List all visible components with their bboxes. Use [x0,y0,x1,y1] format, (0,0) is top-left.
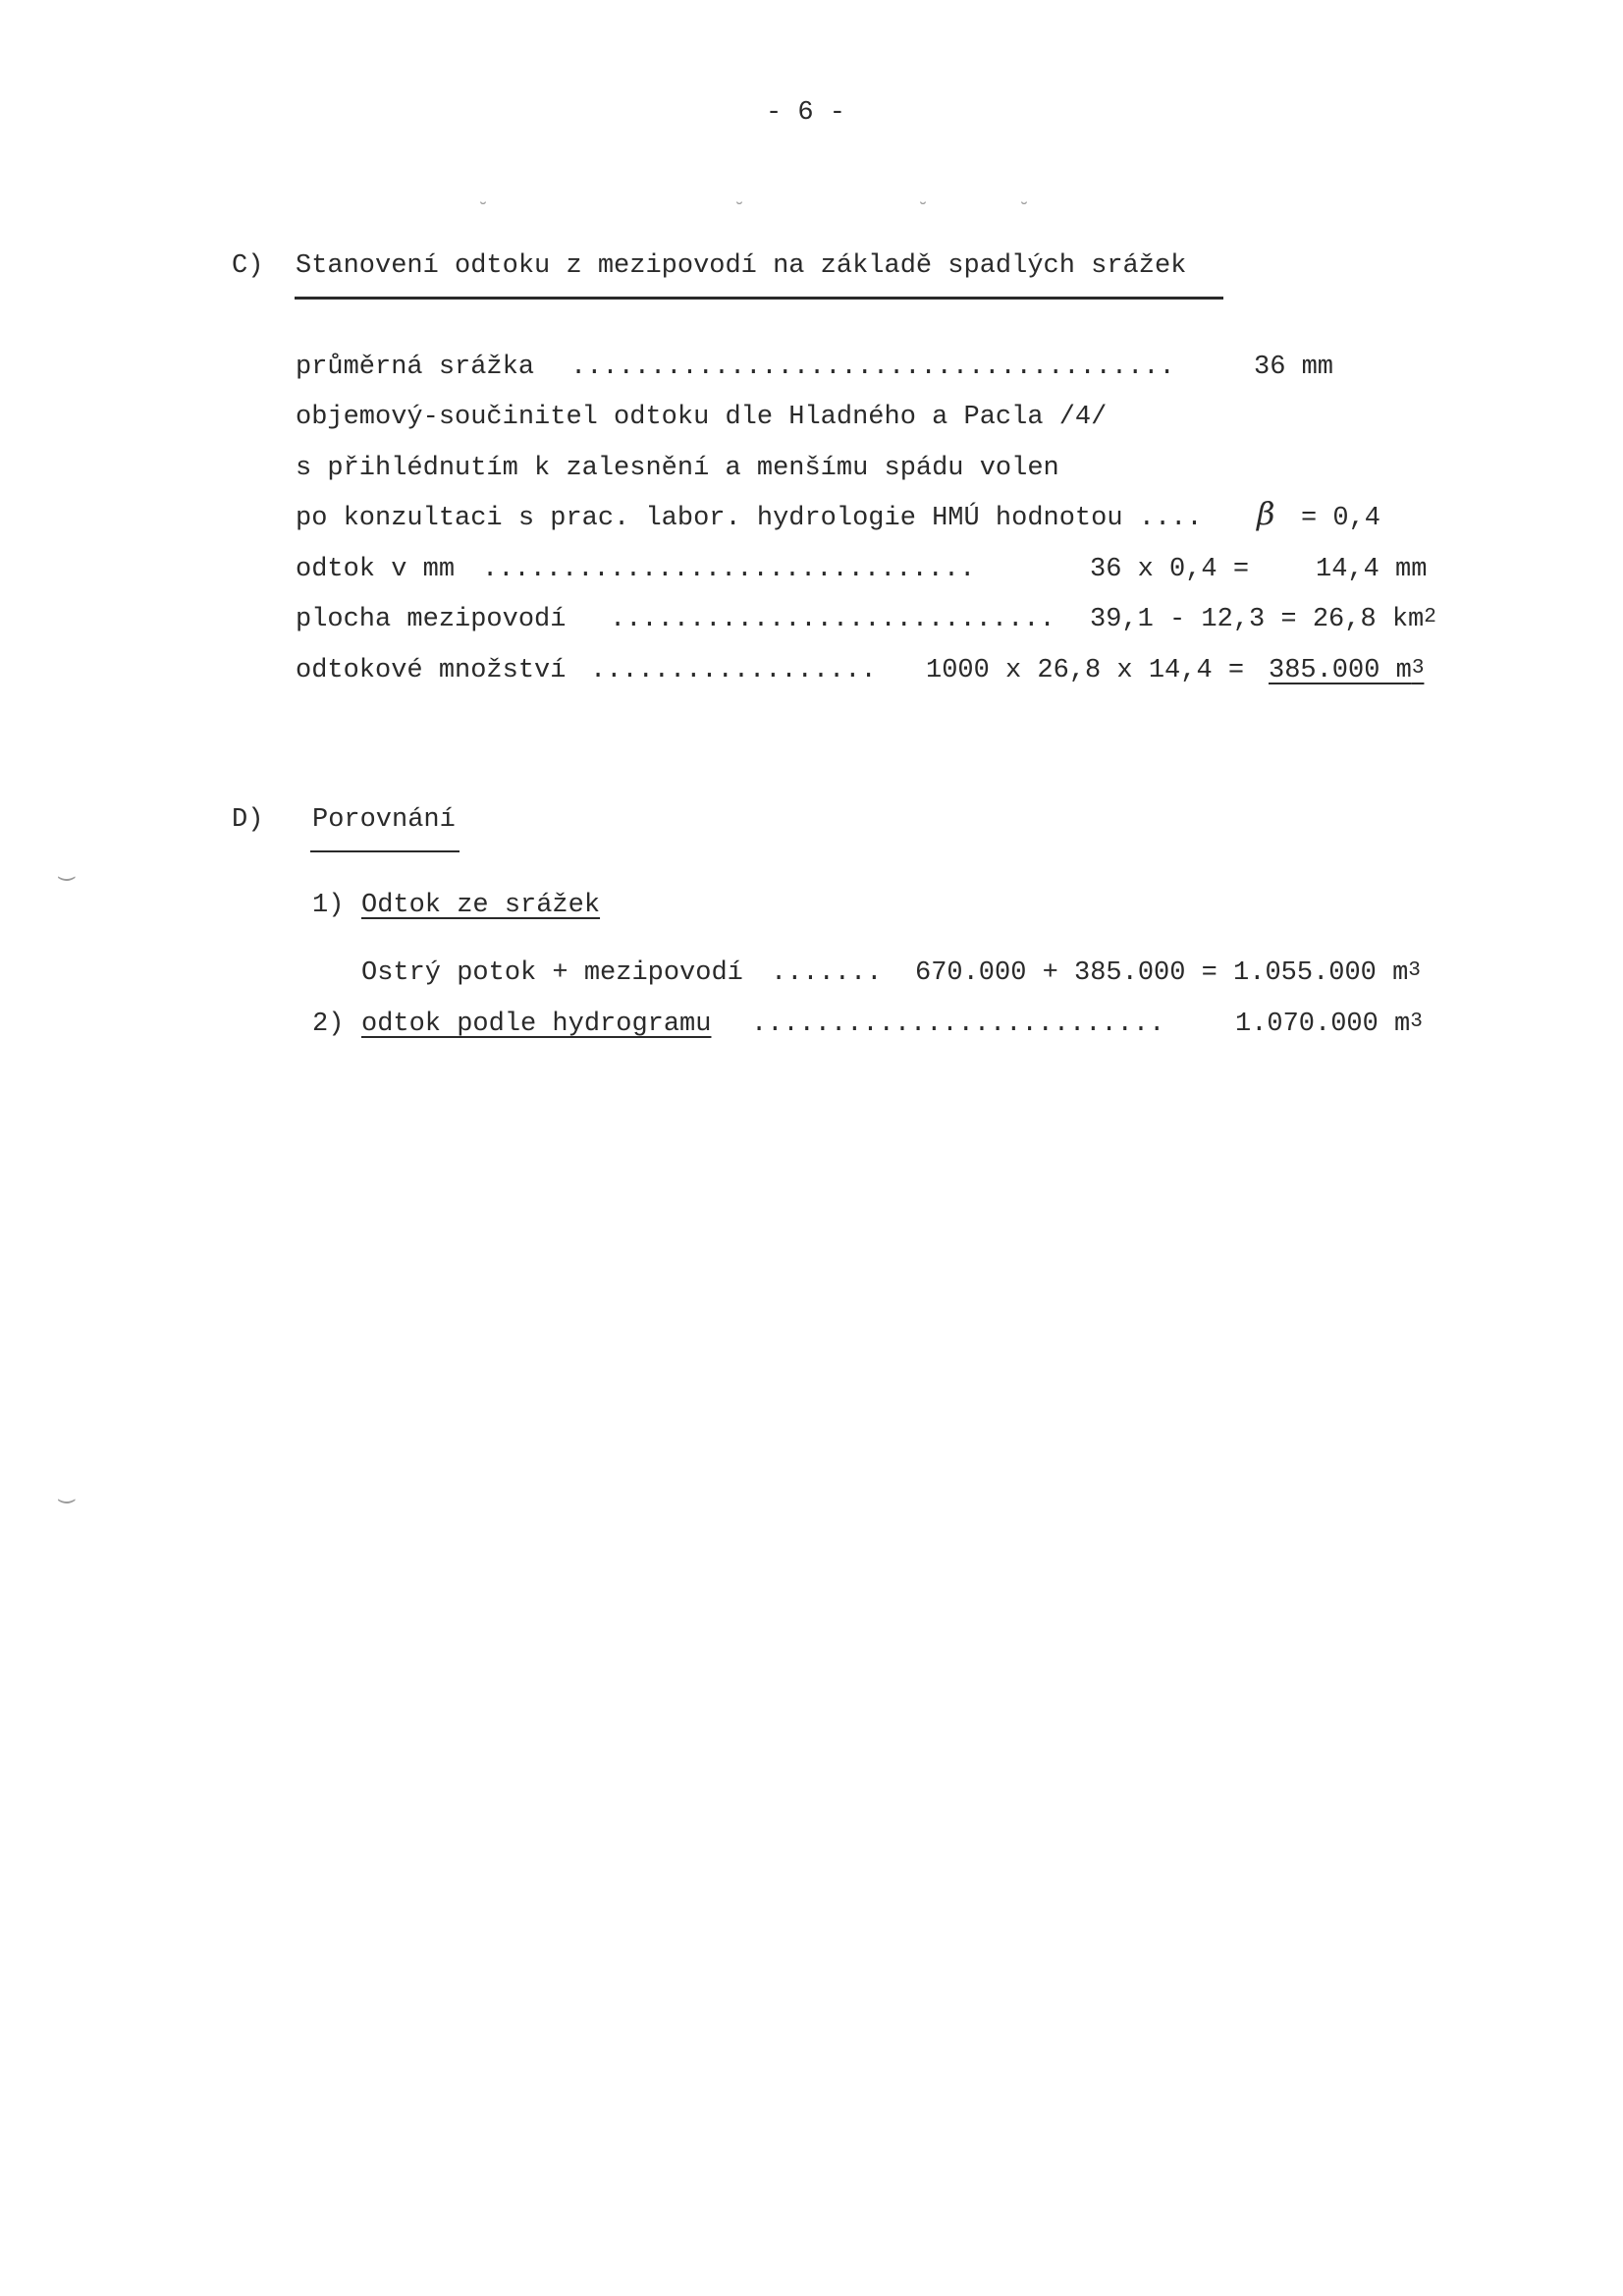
coef-line-2: s přihlédnutím k zalesnění a menšímu spádu volen [296,454,1059,483]
scan-speck: ˘ [733,200,746,223]
section-d-letter: D) [232,805,264,835]
scan-speck: ˘ [1018,200,1031,223]
section-c-letter: C) [232,251,264,281]
area-leader: ............................ [610,605,1055,634]
runoff-mm-value: 14,4 mm [1316,555,1428,584]
area-exponent: 2 [1424,606,1436,629]
section-c-heading: Stanovení odtoku z mezipovodí na základě spadlých srážek [296,251,1187,281]
runoff-mm-calc: 36 x 0,4 = [1090,555,1250,584]
coef-line-1: objemový-součinitel odtoku dle Hladného a Pacla /4/ [296,403,1108,432]
area-calc: 39,1 - 12,3 = 26,8 $km^2$ [1090,605,1436,634]
volume-leader: .................. [590,656,877,685]
runoff-mm-leader: ............................... [482,555,976,584]
coef-line-3: po konzultaci s prac. labor. hydrologie HMÚ hodnotou .... [296,504,1203,533]
item-1-heading: Odtok ze srážek [361,891,601,920]
item-1-number: 1) [312,891,345,920]
area-label: plocha mezipovodí [296,605,567,634]
avg-rain-leader: ...................................... [570,353,1175,382]
item-2-leader: .......................... [751,1010,1165,1039]
avg-rain-label: průměrná srážka [296,353,535,382]
item-2-exponent: 3 [1410,1011,1423,1033]
runoff-mm-label: odtok v mm [296,555,456,584]
item-2-value: 1.070.000 $m^3$ [1235,1010,1423,1039]
item-1-detail-leader: ....... [771,958,883,988]
item-2-number: 2) [312,1010,345,1039]
avg-rain-value: 36 mm [1254,353,1334,382]
volume-result: 385.000 $m^3$ [1269,656,1425,685]
scan-speck: ˘ [477,200,490,223]
beta-value: = 0,4 [1301,504,1381,533]
volume-calc: 1000 x 26,8 x 14,4 = [926,656,1245,685]
item-1-detail-label: Ostrý potok + mezipovodí [361,958,743,988]
section-d-heading: Porovnání [312,805,456,835]
item-1-detail-value: 670.000 + 385.000 = 1.055.000 $m^3$ [915,958,1421,988]
scan-margin-mark: ‿ [59,853,75,883]
volume-exponent: 3 [1411,657,1425,680]
scan-margin-mark: ‿ [59,1476,75,1505]
section-c-heading-underline [295,297,1223,300]
scan-speck: ˘ [917,200,930,223]
item-1-exponent: 3 [1408,959,1421,982]
beta-symbol: β [1257,495,1275,532]
item-2-label: odtok podle hydrogramu [361,1010,712,1039]
page-number: - 6 - [766,98,846,128]
volume-label: odtokové množství [296,656,567,685]
section-d-heading-underline [310,850,460,852]
